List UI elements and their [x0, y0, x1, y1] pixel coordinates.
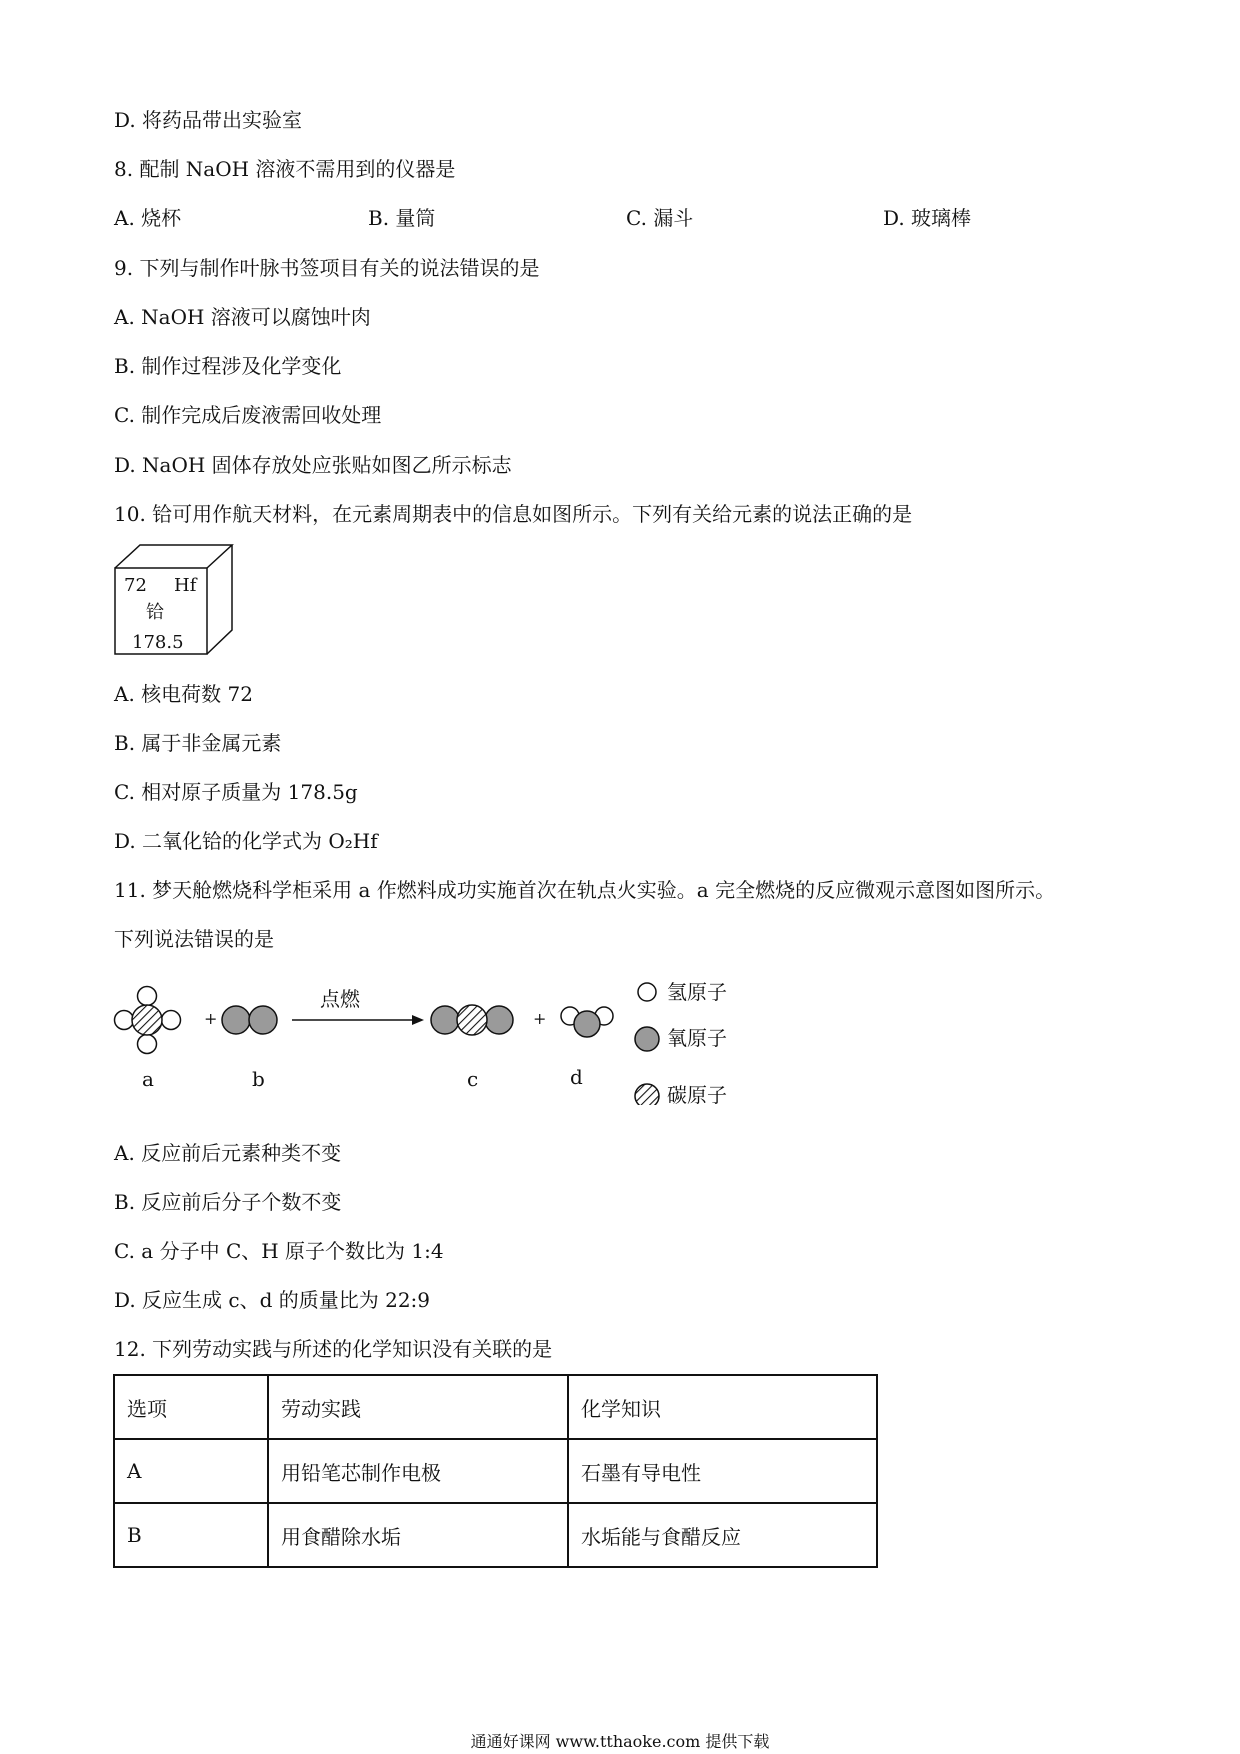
- label-b: b: [252, 1067, 265, 1091]
- element-number: 72: [124, 575, 147, 596]
- q11-option-a: A. 反应前后元素种类不变: [114, 1141, 342, 1165]
- q10-option-c: C. 相对原子质量为 178.5g: [114, 780, 358, 804]
- element-symbol: Hf: [174, 575, 197, 596]
- label-a: a: [142, 1067, 154, 1091]
- row-b-option: B: [114, 1503, 268, 1567]
- element-name: 铪: [146, 602, 164, 623]
- legend-oxygen-label: 氧原子: [667, 1026, 727, 1050]
- row-a-practice: 用铅笔芯制作电极: [268, 1439, 568, 1503]
- q9-option-d: D. NaOH 固体存放处应张贴如图乙所示标志: [114, 453, 512, 477]
- q10-option-d: D. 二氧化铪的化学式为 O₂Hf: [114, 829, 378, 853]
- label-d: d: [570, 1065, 583, 1089]
- q7-option-d: D. 将药品带出实验室: [114, 108, 303, 132]
- q11-option-d: D. 反应生成 c、d 的质量比为 22:9: [114, 1288, 431, 1312]
- legend-hydrogen-label: 氢原子: [667, 980, 727, 1004]
- q11-stem-line2: 下列说法错误的是: [114, 927, 274, 951]
- q11-option-c: C. a 分子中 C、H 原子个数比为 1:4: [114, 1239, 444, 1263]
- page-footer: 通通好课网 www.tthaoke.com 提供下载: [470, 1732, 770, 1751]
- q8-option-c: C. 漏斗: [626, 206, 694, 230]
- q10-option-b: B. 属于非金属元素: [114, 731, 282, 755]
- q11-stem-line1: 11. 梦天舱燃烧科学柜采用 a 作燃料成功实施首次在轨点火实验。a 完全燃烧的反应微观示意图如图所示。: [114, 878, 1056, 902]
- arrow-condition: 点燃: [320, 987, 360, 1011]
- reaction-arrow: [292, 1015, 424, 1025]
- molecule-d: [561, 1007, 613, 1037]
- molecule-b: [222, 1006, 277, 1034]
- q9-option-a: A. NaOH 溶液可以腐蚀叶肉: [114, 305, 371, 329]
- plus-sign-2: +: [533, 1009, 547, 1028]
- q9-option-b: B. 制作过程涉及化学变化: [114, 354, 342, 378]
- row-a-option: A: [114, 1439, 268, 1503]
- q10-stem: 10. 铪可用作航天材料，在元素周期表中的信息如图所示。下列有关给元素的说法正确的是: [114, 502, 913, 526]
- q8-option-d: D. 玻璃棒: [883, 206, 972, 230]
- header-option: 选项: [114, 1375, 268, 1439]
- plus-sign-1: +: [204, 1009, 218, 1028]
- q11-option-b: B. 反应前后分子个数不变: [114, 1190, 342, 1214]
- legend-carbon-symbol: [635, 1084, 659, 1105]
- label-c: c: [467, 1067, 479, 1091]
- legend-hydrogen-symbol: [638, 983, 656, 1001]
- q8-option-b: B. 量筒: [368, 206, 436, 230]
- reaction-diagram: [110, 965, 760, 1105]
- element-mass: 178.5: [132, 632, 184, 653]
- q9-option-c: C. 制作完成后废液需回收处理: [114, 403, 382, 427]
- q8-stem: 8. 配制 NaOH 溶液不需用到的仪器是: [114, 157, 456, 181]
- row-b-practice: 用食醋除水垢: [268, 1503, 568, 1567]
- q12-table: [113, 1374, 878, 1568]
- molecule-a: [115, 987, 181, 1054]
- q9-stem: 9. 下列与制作叶脉书签项目有关的说法错误的是: [114, 256, 540, 280]
- element-card: [114, 544, 234, 656]
- table-row: [114, 1503, 877, 1567]
- q12-stem: 12. 下列劳动实践与所述的化学知识没有关联的是: [114, 1337, 553, 1361]
- row-b-knowledge: 水垢能与食醋反应: [568, 1503, 877, 1567]
- q8-option-a: A. 烧杯: [114, 206, 182, 230]
- row-a-knowledge: 石墨有导电性: [568, 1439, 877, 1503]
- molecule-c: [431, 1005, 513, 1035]
- legend-oxygen-symbol: [635, 1027, 659, 1051]
- table-row: [114, 1439, 877, 1503]
- header-practice: 劳动实践: [268, 1375, 568, 1439]
- header-knowledge: 化学知识: [568, 1375, 877, 1439]
- q10-option-a: A. 核电荷数 72: [114, 682, 253, 706]
- reaction-diagram-graphic: [110, 965, 760, 1105]
- table-header-row: [114, 1375, 877, 1439]
- legend-carbon-label: 碳原子: [667, 1083, 727, 1107]
